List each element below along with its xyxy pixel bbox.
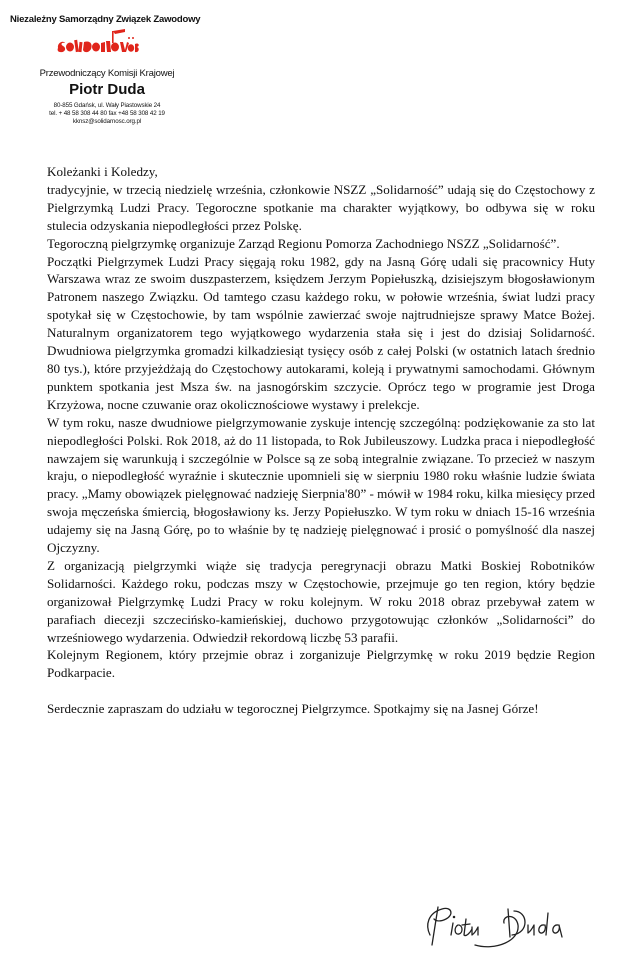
paragraph: tradycyjnie, w trzecią niedzielę września, członkowie NSZZ „Solidarność” udają się do Częstochowy z Pielgrzymką Ludzi Pracy. Tegoroczne spotkanie ma charakter wyjątkowy, bo odbywa się w roku stulecia odzyskania niepodległości przez Polskę.: [47, 181, 595, 233]
solidarnosc-logo-icon: [55, 28, 140, 54]
paragraph: Z organizacją pielgrzymki wiąże się tradycja peregrynacji obrazu Matki Boskiej Robotników Solidarności. Każdego roku, podczas mszy w Częstochowie, przejmuje go ten region, który będzie organizował Pielgrzymkę Ludzi Pracy w roku kolejnym. W roku 2018 obraz przebywał zatem w parafiach diecezji szczecińsko-kamieńskiej, duchowo przygotowując członków „Solidarności” do wrześniowego wydarzenia. Odwiedził rekordową liczbę 53 parafii.: [47, 557, 595, 645]
email: kknsz@solidarnosc.org.pl: [72, 118, 142, 125]
closing-line: Serdecznie zapraszam do udziału w tegorocznej Pielgrzymce. Spotkajmy się na Jasnej Górze!: [47, 701, 539, 717]
greeting: Koleżanki i Koledzy,: [47, 164, 158, 179]
signature-icon: [420, 895, 600, 950]
union-name: Niezależny Samorządny Związek Zawodowy: [10, 14, 201, 25]
leader-name: Piotr Duda: [69, 81, 145, 98]
paragraph: W tym roku, nasze dwudniowe pielgrzymowanie zyskuje intencję szczególną: podziękowanie za sto lat niepodległości Polski. Rok 2018, aż do 11 listopada, to Rok Jubileuszowy. Ludzka praca i niepodległość nawzajem się warunkują i szczególnie w Polsce są ze sobą integralnie związane. To przecież w naszym kraju, o niepodległość wyraźnie i skutecznie upomnieli się w sierpniu 1980 roku właśnie ludzie świata pracy. „Mamy obowiązek pielęgnować nadzieję Sierpnia'80” - mówił w 1984 roku, kilka miesięcy przed swoja męczeńska śmiercią, błogosławiony ks. Jerzy Popiełuszko. W tym roku w dniach 15-16 września udajemy się na Jasną Górę, po to właśnie by tę nadzieję pielęgnować i prosić o pomyślność dla naszej Ojczyzny.: [47, 414, 595, 556]
address: 80-855 Gdańsk, ul. Wały Piastowskie 24: [53, 102, 161, 109]
paragraph: Początki Pielgrzymek Ludzi Pracy sięgają roku 1982, gdy na Jasną Górę udali się pracownicy Huty Warszawa wraz ze swoim duszpasterzem, księdzem Jerzym Popiełuszką, dzisiejszym błogosławionym Patronem naszego Związku. Od tamtego czasu każdego roku, w połowie września, świat ludzi pracy spotykał się w Częstochowie, by tam wspólnie zawierzać swoje najtrudniejsze sprawy Matce Bożej. Naturalnym organizatorem tego wyjątkowego wydarzenia stała się i jest do dzisiaj Solidarność. Dwudniowa pielgrzymka gromadzi kilkadziesiąt tysięcy osób z całej Polski (w ostatnich latach średnio 80 tys.), które przyjeżdżają do Częstochowy autokarami, koleją i prywatnymi samochodami. Głównym punktem spotkania jest Msza św. na jasnogórskim szczycie. Oprócz tego w programie jest Droga Krzyżowa, nocne czuwanie oraz okolicznościowe wystawy i prelekcje.: [47, 253, 595, 412]
letter-body: [47, 163, 595, 718]
spacer: [47, 682, 595, 700]
leader-role: Przewodniczący Komisji Krajowej: [39, 68, 175, 79]
paragraph: Tegoroczną pielgrzymkę organizuje Zarząd Regionu Pomorza Zachodniego NSZZ „Solidarność”.: [47, 235, 560, 251]
paragraph: Kolejnym Regionem, który przejmie obraz i zorganizuje Pielgrzymkę w roku 2019 będzie Region Podkarpacie.: [47, 647, 595, 681]
phone-fax: tel. + 48 58 308 44 80 fax +48 58 308 42 19: [49, 110, 165, 117]
